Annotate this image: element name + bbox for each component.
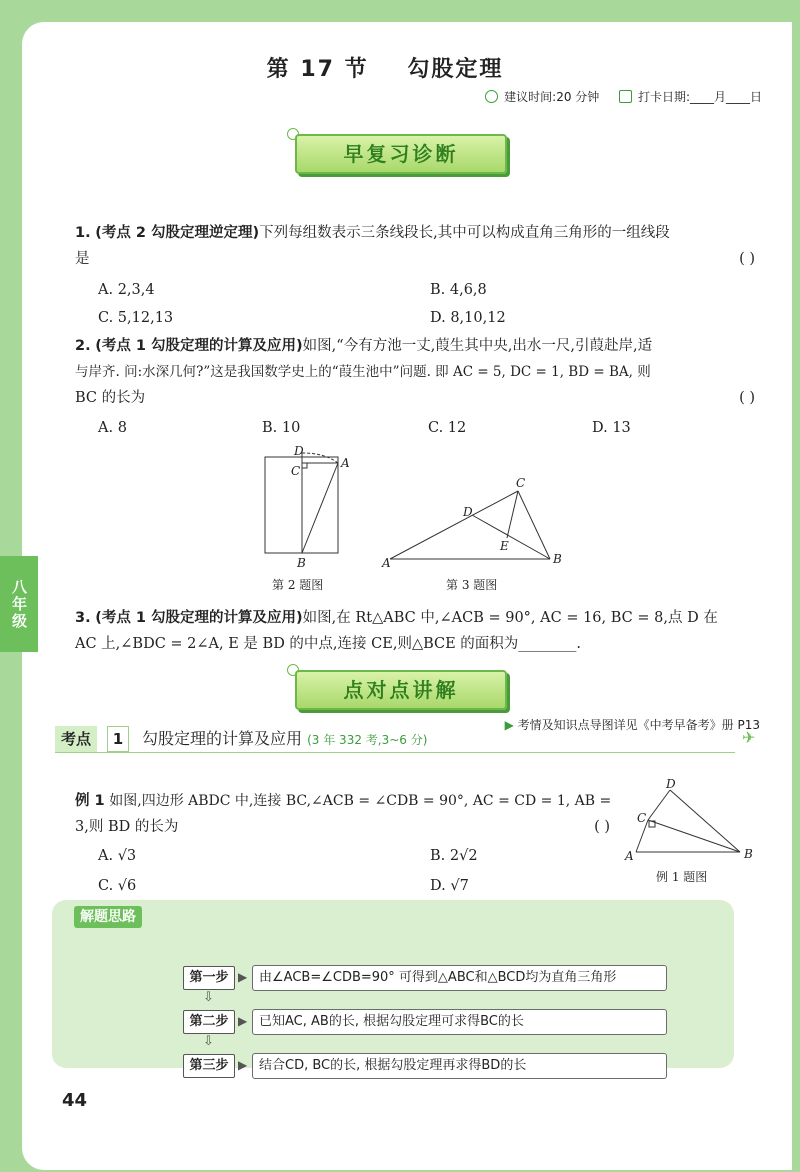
- ex1-label-d: D: [666, 777, 676, 791]
- example1-text-1: 如图,四边形 ABDC 中,连接 BC,∠ACB = ∠CDB = 90°, AC = CD = 1, AB =: [109, 793, 612, 809]
- example1-option-a: A. √3: [98, 848, 137, 864]
- step-1-label: 第一步: [183, 966, 235, 990]
- kaodian-heading: [142, 726, 427, 753]
- example1-figure: [620, 776, 760, 866]
- fig3-label-d: D: [463, 505, 473, 519]
- fig2-label-d: D: [294, 445, 304, 458]
- q1-tag: (考点 2 勾股定理逆定理): [95, 225, 260, 241]
- step-2-label: 第二步: [183, 1010, 235, 1034]
- section-number: 17: [300, 57, 335, 82]
- step-3-arrow-icon: ▶: [238, 1058, 248, 1072]
- paper-plane-icon: ✈: [742, 728, 756, 747]
- q1-answer-paren: ( ): [739, 251, 755, 267]
- fig3-label-b: B: [553, 552, 562, 566]
- question-2: [75, 333, 755, 411]
- q3-number: 3.: [75, 610, 91, 626]
- q2-option-b: B. 10: [262, 420, 301, 436]
- fig2-drawing: [265, 453, 338, 553]
- thinking-tag: 解题思路: [74, 906, 142, 928]
- time-label: 建议时间:20 分钟: [504, 90, 600, 104]
- q2-option-a: A. 8: [98, 420, 127, 436]
- fig3-label-c: C: [516, 476, 526, 490]
- grade-side-tab: 八年级: [0, 556, 38, 652]
- fig2-label-c: C: [291, 464, 301, 478]
- example1-option-c: C. √6: [98, 878, 137, 894]
- title-suffix: 节: [344, 57, 369, 82]
- fig3-label-e: E: [500, 539, 509, 553]
- kaodian-label: 考点: [55, 726, 97, 752]
- q2-option-d: D. 13: [592, 420, 631, 436]
- ex1-cb: [648, 820, 740, 852]
- q1-number: 1.: [75, 225, 91, 241]
- question-3: [75, 605, 755, 657]
- q2-answer-paren: ( ): [739, 390, 755, 406]
- q2-text-2: 与岸齐. 问:水深几何?”这是我国数学史上的“葭生池中”问题. 即 AC = 5, DC = 1, BD = BA, 则: [75, 364, 651, 380]
- example1-option-d: D. √7: [430, 878, 469, 894]
- banner-review: 早复习诊断: [295, 134, 507, 174]
- play-arrow-icon: ▶: [504, 718, 514, 732]
- q3-tag: (考点 1 勾股定理的计算及应用): [95, 610, 303, 626]
- fig3-ac: [390, 491, 518, 559]
- q1-text-2: 是: [75, 251, 90, 267]
- q3-text-2: AC 上,∠BDC = 2∠A, E 是 BD 的中点,连接 CE,则△BCE 的面积为: [75, 636, 519, 652]
- step-1-arrow-icon: ▶: [238, 970, 248, 984]
- q1-option-d: D. 8,10,12: [430, 310, 506, 326]
- banner-explain: 点对点讲解: [295, 670, 507, 710]
- example1-caption: 例 1 题图: [656, 870, 708, 884]
- q1-option-a: A. 2,3,4: [98, 282, 155, 298]
- q2-text-1: 如图,“今有方池一丈,葭生其中央,出水一尺,引葭赴岸,适: [302, 338, 653, 354]
- reference-text: 考情及知识点导图详见《中考早备考》册 P13: [517, 718, 760, 732]
- figures-2-3: [250, 445, 590, 575]
- q3-answer-blank: ________.: [518, 636, 581, 652]
- example1-label: 例 1: [75, 793, 105, 809]
- q1-option-b: B. 4,6,8: [430, 282, 487, 298]
- q3-text-1: 如图,在 Rt△ABC 中,∠ACB = 90°, AC = 16, BC = 8,点 D 在: [302, 610, 718, 626]
- q2-option-c: C. 12: [428, 420, 467, 436]
- q2-text-3: BC 的长为: [75, 390, 146, 406]
- example-1: [75, 788, 620, 840]
- page-title: [0, 52, 770, 83]
- fig3-ce: [507, 491, 518, 538]
- calendar-icon: [619, 90, 632, 103]
- example1-option-b: B. 2√2: [430, 848, 478, 864]
- ex1-label-a: A: [625, 849, 634, 863]
- fig2-caption: 第 2 题图: [272, 578, 324, 592]
- fig2-label-b: B: [297, 556, 306, 570]
- fig2-arc: [302, 453, 338, 463]
- fig3-drawing: [390, 491, 550, 559]
- section-name: 勾股定理: [407, 57, 504, 82]
- question-1: [75, 220, 755, 272]
- kaodian-title: 勾股定理的计算及应用: [142, 729, 303, 748]
- ex1-label-c: C: [637, 811, 647, 825]
- meta-line: [485, 88, 762, 105]
- q2-number: 2.: [75, 338, 91, 354]
- page-number: 44: [62, 1090, 88, 1111]
- date-label: 打卡日期:____月____日: [637, 90, 762, 104]
- fig2-label-a: A: [341, 456, 350, 470]
- fig3-label-a: A: [382, 556, 391, 570]
- step-2-arrow-icon: ▶: [238, 1014, 248, 1028]
- step-3-label: 第三步: [183, 1054, 235, 1078]
- down-arrow-icon-2: ⇩: [203, 1034, 214, 1049]
- title-prefix: 第: [266, 57, 291, 82]
- clock-icon: [485, 90, 498, 103]
- fig2-reed-slant: [302, 463, 338, 553]
- ex1-db: [670, 790, 740, 852]
- ex1-cd: [648, 790, 670, 820]
- step-3-text: 结合CD, BC的长, 根据勾股定理再求得BD的长: [252, 1053, 667, 1079]
- kaodian-number: 1: [107, 726, 129, 752]
- fig3-cb: [518, 491, 550, 559]
- step-1-text: 由∠ACB=∠CDB=90° 可得到△ABC和△BCD均为直角三角形: [252, 965, 667, 991]
- q2-tag: (考点 1 勾股定理的计算及应用): [95, 338, 303, 354]
- example1-answer-paren: ( ): [594, 819, 610, 835]
- kaodian-sub: (3 年 332 考,3~6 分): [307, 733, 428, 747]
- ex1-label-b: B: [744, 847, 753, 861]
- fig2-right-angle: [302, 463, 307, 468]
- q1-option-c: C. 5,12,13: [98, 310, 174, 326]
- q1-text-1: 下列每组数表示三条线段长,其中可以构成直角三角形的一组线段: [259, 225, 670, 241]
- step-2-text: 已知AC, AB的长, 根据勾股定理可求得BC的长: [252, 1009, 667, 1035]
- down-arrow-icon-1: ⇩: [203, 990, 214, 1005]
- example1-text-2: 3,则 BD 的长为: [75, 819, 179, 835]
- fig3-caption: 第 3 题图: [446, 578, 498, 592]
